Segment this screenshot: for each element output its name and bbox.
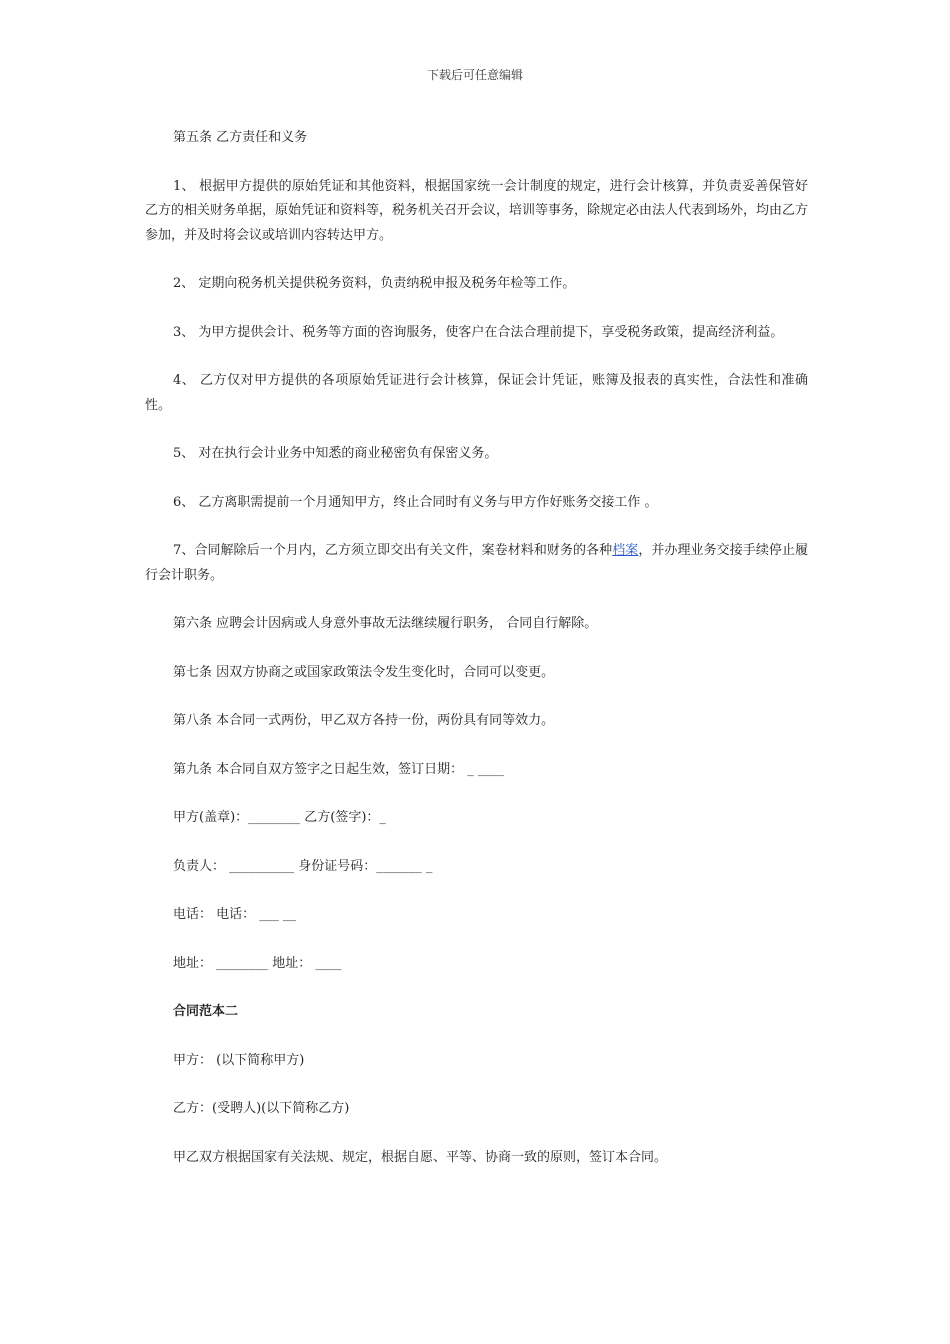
article-5-title: 第五条 乙方责任和义务	[173, 130, 308, 145]
contract-2-party-a: 甲方： (以下简称甲方)	[173, 1052, 305, 1068]
article-9: 第九条 本合同自双方签字之日起生效，签订日期： _ ____	[173, 761, 504, 777]
item-7-text-before: 7、合同解除后一个月内，乙方须立即交出有关文件，案卷材料和财务的各种	[173, 543, 613, 558]
article-5-item-5: 5、 对在执行会计业务中知悉的商业秘密负有保密义务。	[173, 446, 498, 461]
contract-2-party-b: 乙方：(受聘人)(以下简称乙方)	[173, 1101, 350, 1116]
signature-address-line: 地址： ________ 地址： ____	[173, 955, 342, 971]
signature-principal-line: 负责人： __________ 身份证号码：_______ _	[173, 858, 433, 874]
article-5-item-7	[145, 539, 808, 588]
article-8: 第八条 本合同一式两份，甲乙双方各持一份，两份具有同等效力。	[173, 713, 555, 728]
signature-party-line: 甲方(盖章)：________ 乙方(签字)：_	[173, 810, 386, 825]
article-5-item-1: 1、 根据甲方提供的原始凭证和其他资料，根据国家统一会计制度的规定，进行会计核算，并负责妥善保管好乙方的相关财务单据，原始凭证和资料等，税务机关召开会议，培训等事务，除规定必由法人代表到场外，均由乙方参加，并及时将会议或培训内容转达甲方。	[145, 178, 809, 243]
article-5-item-2: 2、 定期向税务机关提供税务资料，负责纳税申报及税务年检等工作。	[173, 276, 576, 291]
article-5-item-3: 3、 为甲方提供会计、税务等方面的咨询服务，使客户在合法合理前提下，享受税务政策，提高经济利益。	[173, 324, 784, 340]
item-7-text-after: ，并办理业务交接手续停止履行会计职务。	[145, 543, 808, 583]
contract-2-title: 合同范本二	[173, 1004, 239, 1019]
article-5-item-6: 6、 乙方离职需提前一个月通知甲方，终止合同时有义务与甲方作好账务交接工作 。	[173, 494, 658, 510]
signature-phone-line: 电话： 电话： ___ __	[173, 907, 296, 922]
document-body	[145, 126, 808, 1194]
article-5-item-4: 4、 乙方仅对甲方提供的各项原始凭证进行会计核算，保证会计凭证，账簿及报表的真实性，合法性和准确性。	[145, 373, 808, 413]
archive-link[interactable]: 档案	[612, 543, 639, 558]
article-7: 第七条 因双方协商之或国家政策法令发生变化时，合同可以变更。	[173, 664, 555, 680]
page-header: 下载后可任意编辑	[426, 68, 523, 82]
contract-2-preamble: 甲乙双方根据国家有关法规、规定，根据自愿、平等、协商一致的原则，签订本合同。	[173, 1149, 668, 1165]
article-6: 第六条 应聘会计因病或人身意外事故无法继续履行职务， 合同自行解除。	[173, 616, 598, 631]
